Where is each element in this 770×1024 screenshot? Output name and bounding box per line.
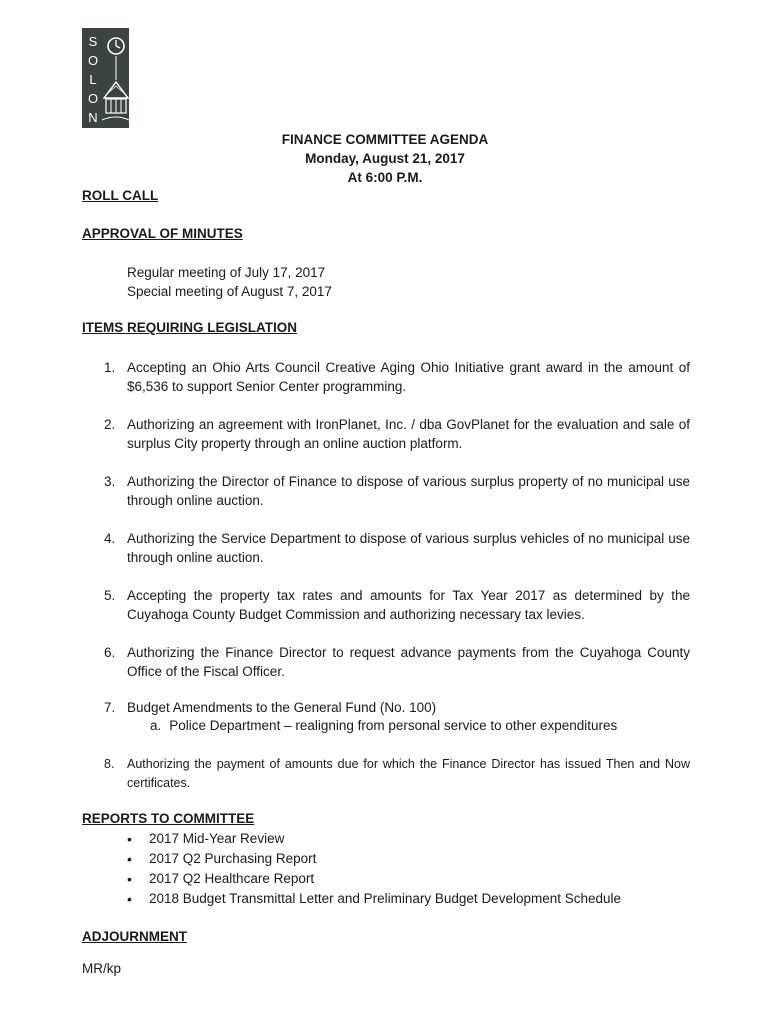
item-number: 3.	[104, 474, 116, 489]
agenda-date: Monday, August 21, 2017	[305, 151, 465, 166]
item-number: 6.	[104, 645, 116, 660]
item-text: Authorizing the Service Department to dispose of various surplus vehicles of no municipal use through online auction.	[127, 531, 690, 565]
agenda-title: FINANCE COMMITTEE AGENDA	[281, 132, 489, 147]
legislation-item	[82, 415, 690, 453]
section-reports-to-committee: REPORTS TO COMMITTEE	[82, 811, 255, 826]
report-item: • 2018 Budget Transmittal Letter and Preliminary Budget Development Schedule	[127, 889, 621, 909]
item-text: Budget Amendments to the General Fund (No. 100)	[127, 700, 437, 715]
item-text: Accepting an Ohio Arts Council Creative Aging Ohio Initiative grant award in the amount of $6,536 to support Senior Center programming.	[127, 360, 690, 394]
item-number: 2.	[104, 417, 116, 432]
section-adjournment: ADJOURNMENT	[82, 929, 188, 944]
section-items-requiring-legislation: ITEMS REQUIRING LEGISLATION	[82, 320, 298, 335]
subitem-text: Police Department – realigning from personal service to other expenditures	[169, 718, 618, 733]
subitem-letter: a.	[150, 718, 162, 733]
report-item: • 2017 Mid-Year Review	[127, 829, 621, 849]
item-text: Authorizing the Director of Finance to dispose of various surplus property of no municipal use through online auction.	[127, 474, 690, 508]
city-logo	[82, 28, 129, 128]
legislation-subitem	[150, 718, 617, 733]
legislation-item	[82, 586, 690, 624]
report-item: • 2017 Q2 Healthcare Report	[127, 869, 621, 889]
logo-letter: L	[89, 72, 97, 87]
item-number: 1.	[104, 360, 116, 375]
agenda-time: At 6:00 P.M.	[347, 170, 423, 185]
legislation-item	[82, 698, 690, 717]
item-text: Accepting the property tax rates and amounts for Tax Year 2017 as determined by the Cuyahoga County Budget Commission and authorizing necessary tax levies.	[127, 588, 690, 622]
item-number: 7.	[104, 700, 116, 715]
legislation-item	[82, 755, 690, 793]
item-text: Authorizing the Finance Director to request advance payments from the Cuyahoga County Office of the Fiscal Officer.	[127, 645, 690, 679]
section-approval-of-minutes: APPROVAL OF MINUTES	[82, 226, 243, 241]
legislation-item	[82, 358, 690, 396]
minutes-item: Special meeting of August 7, 2017	[127, 284, 332, 299]
author-initials: MR/kp	[82, 961, 122, 976]
legislation-item	[82, 529, 690, 567]
logo-letter: S	[88, 34, 98, 49]
minutes-item: Regular meeting of July 17, 2017	[127, 265, 326, 280]
legislation-item	[82, 643, 690, 681]
logo-letter: O	[87, 91, 99, 106]
logo-letter: N	[88, 110, 98, 125]
item-number: 4.	[104, 531, 116, 546]
item-text: Authorizing the payment of amounts due for which the Finance Director has issued Then and Now certificates.	[127, 757, 690, 790]
report-item: • 2017 Q2 Purchasing Report	[127, 849, 621, 869]
logo-letter: O	[87, 53, 99, 68]
agenda-header	[0, 130, 770, 187]
legislation-item	[82, 472, 690, 510]
item-number: 5.	[104, 588, 116, 603]
item-text: Authorizing an agreement with IronPlanet, Inc. / dba GovPlanet for the evaluation and sale of surplus City property through an online auction platform.	[127, 417, 690, 451]
solon-logo-icon	[82, 28, 129, 128]
section-roll-call: ROLL CALL	[82, 188, 159, 203]
minutes-list	[127, 263, 332, 301]
item-number: 8.	[104, 757, 115, 771]
reports-list	[127, 829, 621, 909]
